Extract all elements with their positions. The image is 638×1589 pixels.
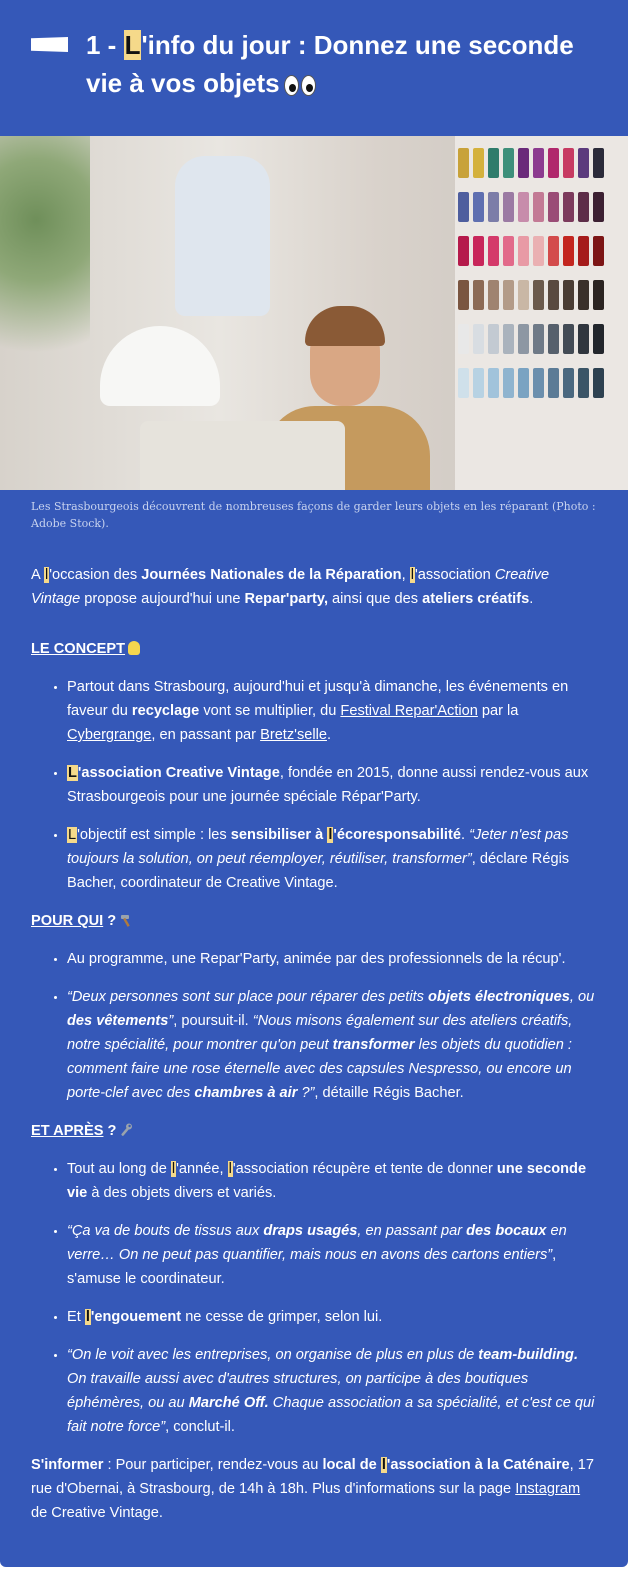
bretzselle-link[interactable]: Bretz'selle <box>260 727 327 743</box>
title-text: 'info du jour : Donnez une seconde vie à vos objets <box>86 30 574 98</box>
cybergrange-link[interactable]: Cybergrange <box>67 727 152 743</box>
list-item: • L'association Creative Vintage, fondée en 2015, donne aussi rendez-vous aux Strasbourgeois pour une journée spéciale Répar'Party. <box>67 761 597 809</box>
festival-link[interactable]: Festival Repar'Action <box>340 703 478 719</box>
list-item: • Partout dans Strasbourg, aujourd'hui et jusqu'à dimanche, les événements en faveur du recyclage vont se multiplier, du Festival Repar'Action par la Cybergrange, en passant par Bretz'selle. <box>67 675 597 747</box>
article-header <box>0 0 628 136</box>
list-item: • Tout au long de l'année, l'association récupère et tente de donner une seconde vie à des objets divers et variés. <box>67 1157 597 1205</box>
photo-caption: Les Strasbourgeois découvrent de nombreuses façons de garder leurs objets en les réparant (Photo : Adobe Stock). <box>31 500 596 530</box>
flag-icon <box>31 37 68 52</box>
article-photo <box>0 136 628 490</box>
info-paragraph: S'informer : Pour participer, rendez-vous au local de l'association à la Caténaire, 17 rue d'Obernai, à Strasbourg, de 14h à 18h. Plus d'informations sur la page Instagram de Creative Vintage. <box>31 1457 594 1521</box>
list-item: • “On le voit avec les entreprises, on organise de plus en plus de team-building. On travaille aussi avec d'autres structures, on participe à des boutiques éphémères, ou au Marché Off. Chaque association a sa spécialité, et c'est ce qui fait notre force”, conclut-il. <box>67 1343 597 1439</box>
apres-list <box>31 1157 597 1439</box>
article-title <box>86 26 606 106</box>
section-heading-concept: LE CONCEPT <box>31 637 597 661</box>
pourqui-list <box>31 947 597 1105</box>
title-prefix: 1 - <box>86 30 124 60</box>
lead-paragraph: A l'occasion des Journées Nationales de la Réparation, l'association Creative Vintage propose aujourd'hui une Repar'party, ainsi que des ateliers créatifs. <box>31 567 550 607</box>
list-item: • Et l'engouement ne cesse de grimper, selon lui. <box>67 1305 597 1329</box>
eyes-icon <box>284 68 318 106</box>
wrench-icon <box>119 1123 133 1137</box>
list-item: • L'objectif est simple : les sensibiliser à l'écoresponsabilité. “Jeter n'est pas toujours la solution, on peut réemployer, réutiliser, transformer”, déclare Régis Bacher, coordinateur de Creative Vintage. <box>67 823 597 895</box>
section-heading-apres: ET APRÈS ? <box>31 1119 597 1143</box>
concept-list <box>31 675 597 895</box>
section-heading-pourqui: POUR QUI ? <box>31 909 597 933</box>
instagram-link[interactable]: Instagram <box>515 1481 581 1497</box>
list-item: • “Ça va de bouts de tissus aux draps usagés, en passant par des bocaux en verre… On ne peut pas quantifier, mais nous en avons des cartons entiers”, s'amuse le coordinateur. <box>67 1219 597 1291</box>
hammer-icon <box>119 913 133 927</box>
list-item: • Au programme, une Repar'Party, animée par des professionnels de la récup'. <box>67 947 597 971</box>
article-body <box>31 563 597 1525</box>
title-highlight: L <box>124 30 141 60</box>
list-item: • “Deux personnes sont sur place pour réparer des petits objets électroniques, ou des vêtements”, poursuit-il. “Nous misons également sur des ateliers créatifs, notre spécialité, pour montrer qu'on peut transformer les objets du quotidien : comment faire une rose éternelle avec des capsules Nespresso, ou encore un porte-clef avec des chambres à air ?”, détaille Régis Bacher. <box>67 985 597 1105</box>
lightbulb-icon <box>128 641 140 655</box>
